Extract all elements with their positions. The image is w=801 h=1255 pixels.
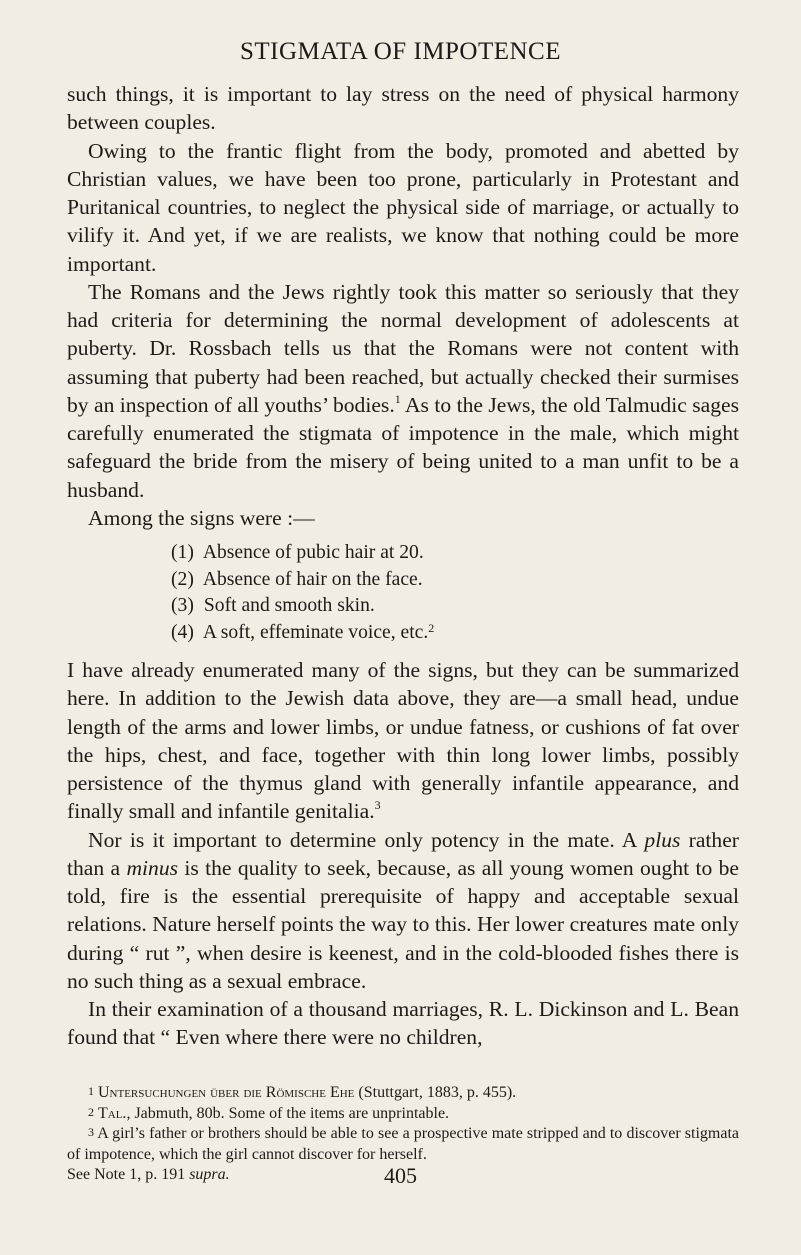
list-item-text: Absence of hair on the face. [202, 568, 423, 590]
running-title: STIGMATA OF IMPOTENCE [239, 38, 562, 65]
footnote-1-title: Untersuchungen über die Römische Ehe [98, 1084, 355, 1101]
footnote-1-rest: (Stuttgart, 1883, p. 455). [354, 1084, 517, 1101]
main-text [67, 80, 739, 1052]
footnote-3-text: A girl’s father or brothers should be able to see a prospective mate stripped and to discover stigmata of impotence, which the girl cannot discover for herself. [67, 1125, 739, 1163]
paragraph-6 [67, 826, 739, 996]
paragraph-1: such things, it is important to lay stress on the need of physical harmony between couples. [67, 82, 739, 135]
list-item-number: (1) [171, 542, 194, 563]
footnote-ref-2: 2 [428, 620, 435, 635]
list-item [67, 540, 739, 567]
list-item [67, 567, 739, 594]
list-item-text: A soft, effeminate voice, etc. [202, 621, 429, 643]
paragraph-4: Among the signs were :— [88, 505, 315, 530]
footnote-2 [67, 1104, 739, 1125]
emphasis-plus: plus [644, 827, 681, 852]
paragraph-3-part-b: As to the Jews, the old Talmudic sages carefully enumerated the stigmata of impotence in the male, which might safeguard the bride from the misery of being united to a man unfit to be a husband. [67, 392, 739, 502]
list-item-text: Absence of pubic hair at 20. [202, 542, 424, 563]
list-item-number: (4) [171, 621, 194, 643]
paragraph-7: In their examination of a thousand marriages, R. L. Dickinson and L. Bean found that “ Even where there were no children, [67, 997, 739, 1050]
paragraph-5 [67, 656, 739, 826]
footnote-ref-1: 1 [394, 391, 401, 406]
paragraph-5-text: I have already enumerated many of the signs, but they can be summarized here. In addition to the Jewish data above, they are—a small head, undue length of the arms and lower limbs, or undue fatness, or cushions of fat over the hips, chest, and face, together with thin long lower limbs, possibly persistence of the thymus gland with generally infantile appearance, and finally small and infantile genitalia. [67, 658, 739, 824]
emphasis-minus: minus [126, 855, 179, 880]
paragraph-3 [67, 278, 739, 504]
footnote-1-number: 1 [88, 1084, 94, 1098]
paragraph-6-part-c: is the quality to seek, because, as all young women ought to be told, fire is the essential prerequisite of happy and acceptable sexual relations. Nature herself points the way to this. Her lower creatures mate only during “ rut ”, when desire is keenest, and in the cold-blooded fishes there is no such thing as a sexual embrace. [67, 855, 739, 993]
footnote-3-number: 3 [88, 1125, 94, 1139]
footnote-ref-3: 3 [374, 798, 381, 813]
paragraph-6-part-b: rather than a [67, 827, 739, 880]
list-item-number: (3) [171, 595, 194, 616]
footnote-3-supra: supra. [189, 1166, 230, 1183]
list-item-text: Soft and smooth skin. [203, 595, 375, 616]
paragraph-2: Owing to the frantic flight from the body, promoted and abetted by Christian values, we have been too prone, particularly in Protestant and Puritanical countries, to neglect the physical side of marriage, or actually to vilify it. And yet, if we are realists, we know that nothing could be more important. [67, 138, 739, 276]
page-number: 405 [384, 1163, 417, 1188]
paragraph-6-part-a: Nor is it important to determine only potency in the mate. A [88, 827, 645, 852]
footnote-2-abbr: Tal. [98, 1104, 127, 1122]
list-item-number: (2) [171, 568, 194, 590]
list-item [67, 620, 739, 647]
list-item [67, 593, 739, 620]
footnote-1 [67, 1083, 739, 1104]
footnote-2-rest: , Jabmuth, 80b. Some of the items are unprintable. [126, 1104, 450, 1122]
signs-list [67, 540, 739, 646]
paragraph-3-part-a: The Romans and the Jews rightly took this matter so seriously that they had criteria for determining the normal development of adolescents at puberty. Dr. Rossbach tells us that the Romans were not content with assuming that puberty had been reached, but actually checked their surmises by an inspection of all youths’ bodies. [67, 279, 739, 417]
footnote-2-number: 2 [88, 1104, 94, 1119]
footnote-3 [67, 1124, 739, 1165]
footnote-3-cont-text: See Note 1, p. 191 [67, 1166, 190, 1183]
